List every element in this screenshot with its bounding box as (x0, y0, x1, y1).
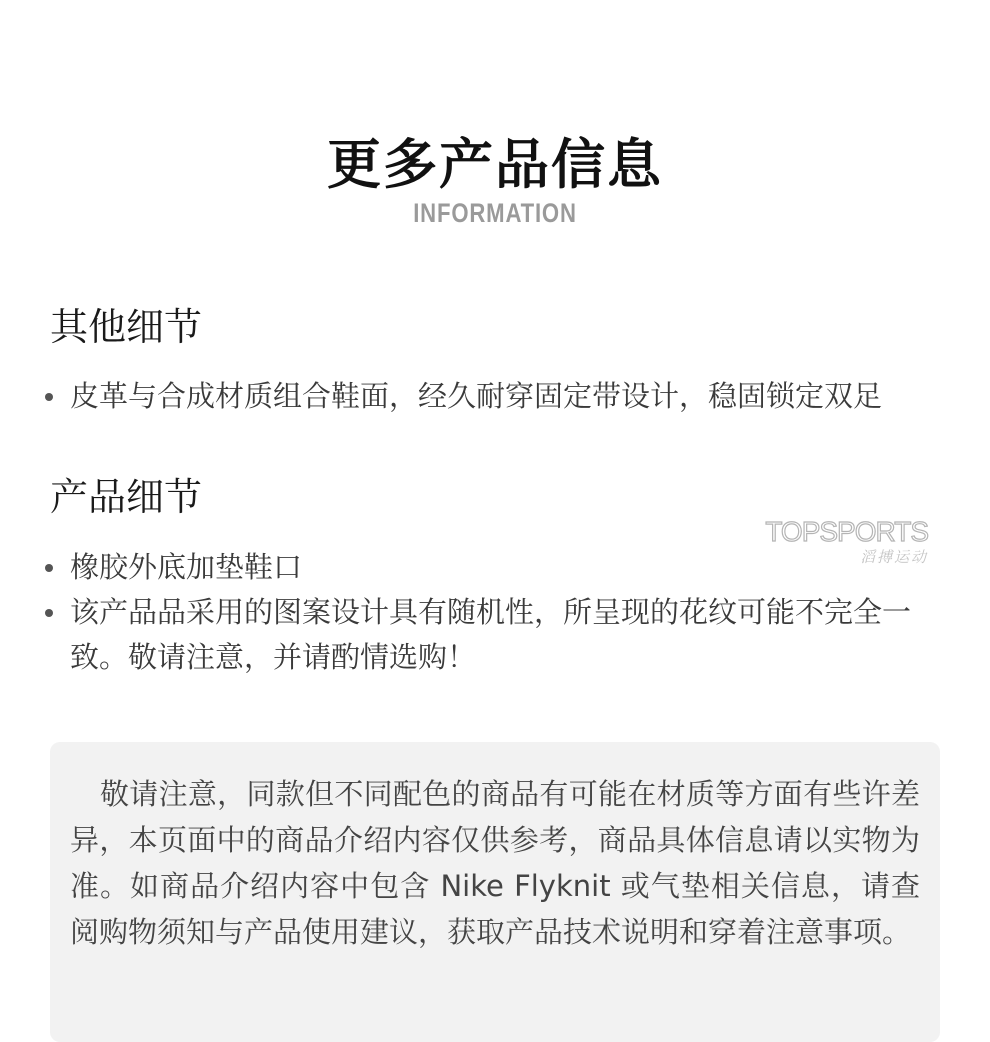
bullet-icon (45, 609, 53, 617)
section-heading-other-details: 其他细节 (50, 305, 203, 349)
bullet-icon (45, 393, 53, 401)
bullet-icon (45, 564, 53, 572)
topsports-watermark-logo (748, 517, 928, 567)
list-item (45, 590, 925, 680)
watermark-brand: TOPSPORTS (765, 516, 928, 547)
section-heading-product-details: 产品细节 (50, 475, 203, 519)
watermark-sub: 滔搏运动 (859, 548, 928, 566)
list-item (45, 374, 925, 419)
other-details-list (45, 374, 925, 419)
notice-text: 敬请注意，同款但不同配色的商品有可能在材质等方面有些许差异，本页面中的商品介绍内容仅供参考，商品具体信息请以实物为准。如商品介绍内容中包含 Nike Flyknit 或气垫相关信息，请查阅购物须知与产品使用建议，获取产品技术说明和穿着注意事项。 (70, 777, 920, 949)
list-item-text: 该产品品采用的图案设计具有随机性，所呈现的花纹可能不完全一致。敬请注意，并请酌情选购！ (70, 595, 912, 674)
page-subtitle: INFORMATION (413, 198, 577, 228)
notice-box (50, 742, 940, 1042)
list-item-text: 橡胶外底加垫鞋口 (70, 550, 303, 584)
list-item-text: 皮革与合成材质组合鞋面，经久耐穿固定带设计，稳固锁定双足 (70, 379, 883, 413)
page-title: 更多产品信息 (327, 133, 663, 196)
